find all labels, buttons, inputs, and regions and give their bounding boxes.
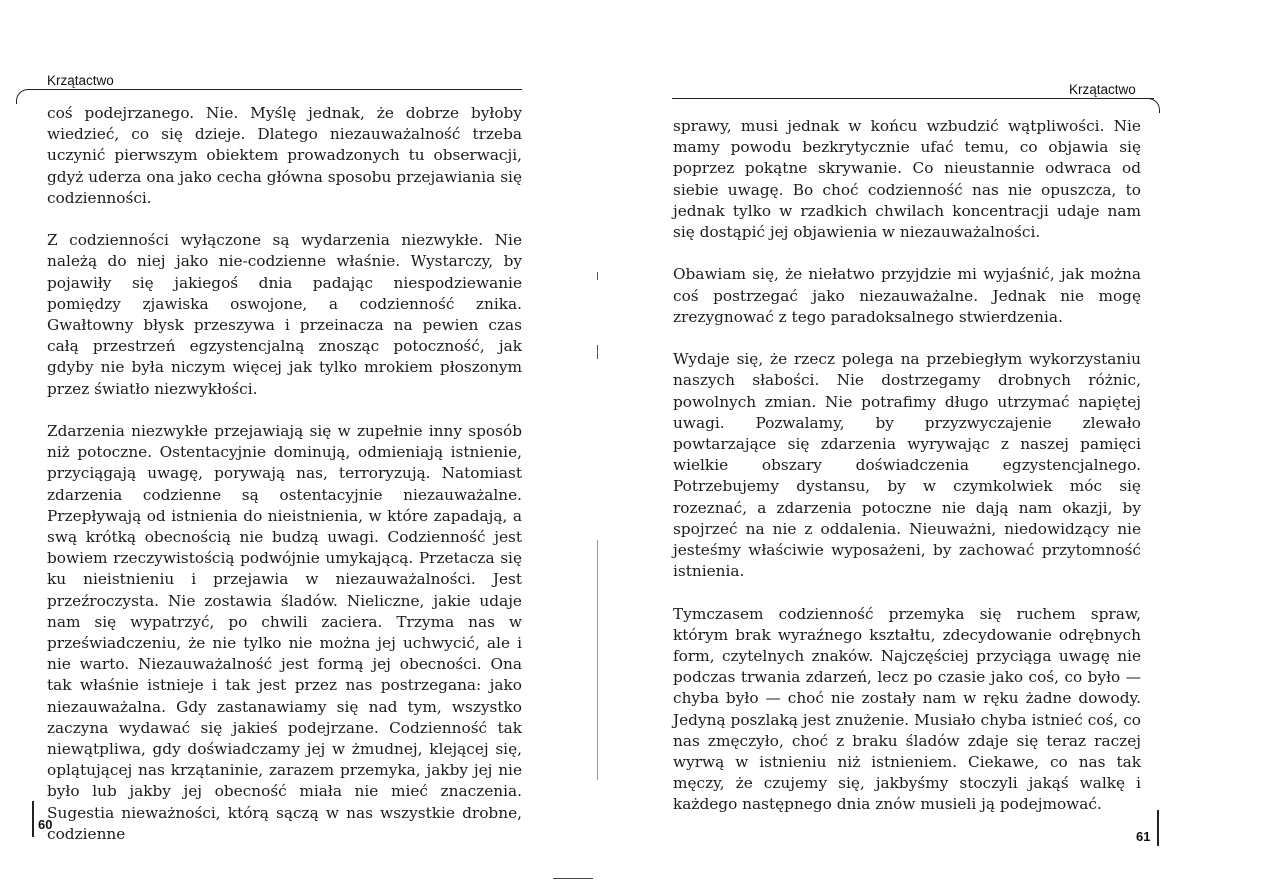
left-body-text [47, 103, 522, 866]
gutter-mark [597, 345, 598, 359]
bottom-dash [553, 878, 593, 879]
right-page-number: 61 [1136, 829, 1151, 844]
left-header-rule [30, 89, 522, 90]
right-paragraph-1: sprawy, musi jednak w końcu wzbudzić wątpliwości. Nie mamy powodu bezkrytycznie ufać temu, co objawia się poprzez pokątne skrywanie. Co nieustannie odwraca od siebie uwagę. Bo choć codzienność nas nie opuszcza, to jednak tylko w rzadkich chwilach koncentracji udaje nam się dostąpić jej objawienia w niezauważalności. [673, 117, 1141, 242]
left-paragraph-2: Z codzienności wyłączone są wydarzenia niezwykłe. Nie należą do niej jako nie-codzienne właśnie. Wystarczy, by pojawiły się jakiegoś dnia padając niespodziewanie pomiędzy zjawiska oswojone, a codzienność znika. Gwałtowny błysk przeszywa i przeinacza na pewien czas całą przestrzeń egzystencjalną znosząc potoczność, jak gdyby nie była niczym więcej jak tylko mrokiem płoszonym przez światło niezwykłości. [47, 231, 522, 398]
right-folio-bar [1157, 810, 1159, 846]
right-paragraph-3: Wydaje się, że rzecz polega na przebiegłym wykorzystaniu naszych słabości. Nie dostrzegamy drobnych różnic, powolnych zmian. Nie potrafimy długo utrzymać napiętej uwagi. Pozwalamy, by przyzwyczajenie zlewało powtarzające się zdarzenia wyrywając z naszej pamięci wielkie obszary doświadczenia egzystencjalnego. Potrzebujemy dystansu, by w czymkolwiek móc się rozeznać, a zdarzenia potoczne nie dają nam okazji, by spojrzeć na nie z oddalenia. Nieuważni, niedowidzący nie jesteśmy właściwie wyposażeni, by zachować przytomność istnienia. [673, 350, 1141, 581]
right-header-rule [672, 98, 1154, 99]
left-page-number: 60 [38, 817, 53, 832]
gutter-mark [597, 540, 598, 780]
left-running-head: Krzątactwo [47, 73, 114, 88]
left-paragraph-1: coś podejrzanego. Nie. Myślę jednak, że dobrze byłoby wiedzieć, co się dzieje. Dlatego niezauważalność trzeba uczynić pierwszym obiektem prowadzonych tu obserwacji, gdyż uderza ona jako cecha główna sposobu przejawiania się codzienności. [47, 104, 522, 207]
right-body-text [673, 116, 1141, 837]
left-paragraph-3: Zdarzenia niezwykłe przejawiają się w zupełnie inny sposób niż potoczne. Ostentacyjnie dominują, odmieniają istnienie, przyciągają uwagę, porywają nas, terroryzują. Natomiast zdarzenia codzienne są ostentacyjnie niezauważalne. Przepływają od istnienia do nieistnienia, w które zapadają, a swą krótką obecnością nie budzą uwagi. Codzienność jest bowiem rzeczywistością podwójnie umykającą. Przetacza się ku nieistnieniu i przejawia w niezauważalności. Jest przeźroczysta. Nie zostawia śladów. Nieliczne, jakie udaje nam się wypatrzyć, po chwili zaciera. Trzyma nas w przeświadczeniu, że nie tylko nie można jej uchwycić, ale i nie warto. Niezauważalność jest formą jej obecności. Ona tak właśnie istnieje i tak jest przez nas postrzegana: jako niezauważalna. Gdy zastanawiamy się nad tym, wszystko zaczyna wydawać się jakieś podejrzane. Codzienność tak niewątpliwa, gdy doświadczamy jej w żmudnej, klejącej się, oplątującej nas krzątaninie, zarazem przemyka, jakby jej nie było lub jakby jej obecność miała nie mieć znaczenia. Sugestia nieważności, którą sączą w nas wszystkie drobne, codzienne [47, 422, 522, 843]
right-paragraph-4: Tymczasem codzienność przemyka się ruchem spraw, którym brak wyraźnego kształtu, zdecydowanie odrębnych form, czytelnych znaków. Najczęściej przyciąga uwagę nie podczas trwania zdarzeń, lecz po czasie jako coś, co było — chyba było — choć nie zostały nam w ręku żadne dowody. Jedyną poszlaką jest znużenie. Musiało chyba istnieć coś, co nas zmęczyło, choć z braku śladów zdaje się teraz raczej wyrwą w istnieniu niż istnieniem. Ciekawe, co nas tak męczy, że czujemy się, jakbyśmy stoczyli jakąś walkę i każdego następnego dnia znów musieli ją podejmować. [673, 604, 1141, 814]
left-folio-bar [32, 801, 34, 837]
right-running-head: Krzątactwo [1069, 82, 1136, 97]
gutter-mark [597, 272, 598, 280]
right-paragraph-2: Obawiam się, że niełatwo przyjdzie mi wyjaśnić, jak można coś postrzegać jako niezauważalne. Jednak nie mogę zrezygnować z tego paradoksalnego stwierdzenia. [673, 265, 1141, 326]
